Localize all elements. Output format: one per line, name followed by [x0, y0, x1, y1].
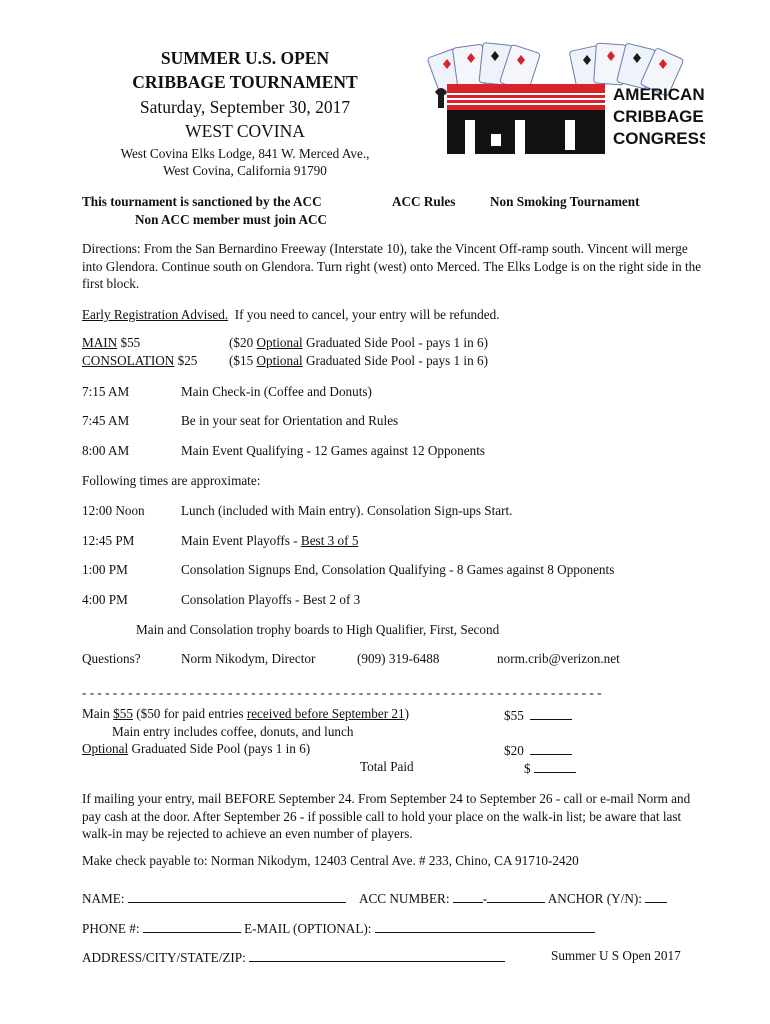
directions: Directions: From the San Bernardino Freeway (Interstate 10), take the Vincent Off-ramp south. Vincent will merge into Glendora. Continue south on Glendora. Turn right (west) onto Merced. The Elks Lodge is on the right side in the first block.	[82, 241, 702, 291]
footer-label: Summer U S Open 2017	[551, 948, 681, 963]
form-includes: Main entry includes coffee, donuts, and lunch	[112, 724, 354, 739]
director-phone: (909) 319-6488	[357, 651, 440, 666]
name-field[interactable]	[128, 889, 346, 903]
schedule-time: 12:00 Noon	[82, 503, 145, 518]
director-email[interactable]: norm.crib@verizon.net	[497, 651, 620, 666]
cons-fee-label: CONSOLATION	[82, 353, 175, 368]
name-label: NAME:	[82, 891, 125, 906]
main-side-pool	[229, 335, 488, 351]
schedule-desc: Main Event Qualifying - 12 Games against 12 Opponents	[181, 443, 485, 458]
email-label: E-MAIL (OPTIONAL):	[244, 921, 372, 936]
form-main-mid: ($50 for paid entries	[132, 706, 247, 721]
title-line-2: CRIBBAGE TOURNAMENT	[132, 72, 358, 92]
event-city: WEST COVINA	[185, 121, 305, 141]
acc-number-dash: -	[482, 891, 488, 906]
schedule-time: 1:00 PM	[82, 562, 128, 577]
address-row	[82, 948, 505, 966]
pool-amount-value: $20	[504, 743, 524, 758]
schedule-desc: Be in your seat for Orientation and Rules	[181, 413, 399, 428]
form-pool-optional: Optional	[82, 741, 129, 756]
email-field[interactable]	[375, 919, 595, 933]
non-smoking: Non Smoking Tournament	[490, 194, 640, 209]
schedule-desc: Consolation Signups End, Consolation Qualifying - 8 Games against 8 Opponents	[181, 562, 615, 577]
playoffs-desc: Main Event Playoffs -	[181, 533, 301, 548]
form-total-amount	[524, 759, 576, 777]
form-main-line	[82, 706, 409, 722]
phone-email-row	[82, 919, 595, 937]
trophy-note: Main and Consolation trophy boards to High Qualifier, First, Second	[136, 622, 500, 637]
schedule-time: 8:00 AM	[82, 443, 130, 458]
main-pool-pre: ($20	[229, 335, 257, 350]
form-main-amount	[504, 706, 572, 724]
venue-line-1: West Covina Elks Lodge, 841 W. Merced Ave.,	[120, 146, 370, 161]
address-label: ADDRESS/CITY/STATE/ZIP:	[82, 950, 246, 965]
acc-number-field-2[interactable]	[487, 889, 545, 903]
cons-pool-pre: ($15	[229, 353, 257, 368]
form-main-pre: Main	[82, 706, 114, 721]
anchor-label: ANCHOR (Y/N):	[547, 891, 642, 906]
main-fee-price: $55	[120, 335, 141, 350]
acc-number-label: ACC NUMBER:	[358, 891, 450, 906]
form-main-deadline: received before September 21	[246, 706, 405, 721]
acc-number-field-1[interactable]	[453, 889, 483, 903]
name-field-row	[82, 889, 667, 907]
cons-fee-price: $25	[177, 353, 198, 368]
early-registration: Early Registration Advised.	[82, 307, 229, 322]
form-main-price: $55	[113, 706, 133, 721]
acc-rules: ACC Rules	[392, 194, 456, 209]
venue-line-2: West Covina, California 91790	[163, 163, 327, 178]
director-name: Norm Nikodym, Director	[181, 651, 316, 666]
sanction-line-2: Non ACC member must join ACC	[135, 212, 328, 227]
approx-note: Following times are approximate:	[82, 473, 261, 488]
main-pool-optional: Optional	[256, 335, 303, 350]
cancel-note: If you need to cancel, your entry will be refunded.	[234, 307, 500, 322]
schedule-time: 4:00 PM	[82, 592, 128, 607]
address-field[interactable]	[249, 948, 505, 962]
schedule-desc	[181, 533, 358, 549]
form-pool-line	[82, 741, 310, 757]
schedule-desc: Consolation Playoffs - Best 2 of 3	[181, 592, 361, 607]
logo-cards-graphic	[425, 42, 705, 160]
phone-field[interactable]	[143, 919, 241, 933]
total-amount-blank[interactable]	[534, 759, 576, 773]
cons-pool-post: Graduated Side Pool - pays 1 in 6)	[302, 353, 488, 368]
consolation-side-pool	[229, 353, 488, 369]
acc-logo	[425, 42, 705, 160]
registration-note	[82, 307, 499, 323]
form-main-post: )	[404, 706, 410, 721]
form-pool-amount	[504, 741, 572, 759]
schedule-time: 12:45 PM	[82, 533, 135, 548]
schedule-desc: Main Check-in (Coffee and Donuts)	[181, 384, 372, 399]
total-paid-label: Total Paid	[360, 759, 414, 774]
main-pool-post: Graduated Side Pool - pays 1 in 6)	[302, 335, 488, 350]
playoffs-format: Best 3 of 5	[300, 533, 359, 548]
main-fee-label: MAIN	[82, 335, 118, 350]
phone-label: PHONE #:	[82, 921, 140, 936]
logo-line-2: CRIBBAGE	[613, 107, 704, 126]
consolation-fee	[82, 353, 197, 369]
schedule-time: 7:15 AM	[82, 384, 130, 399]
questions-label: Questions?	[82, 651, 141, 666]
main-fee	[82, 335, 140, 351]
cut-line-divider: - - - - - - - - - - - - - - - - - - - - - - - - - - - - - - - - - - - - - - - - - - - - - - - - - - - - - - - - - - - - - - - - - - - -	[82, 685, 602, 700]
schedule-time: 7:45 AM	[82, 413, 130, 428]
cons-pool-optional: Optional	[256, 353, 303, 368]
event-date: Saturday, September 30, 2017	[139, 97, 351, 117]
total-amount-value: $	[524, 761, 531, 776]
form-pool-post: Graduated Side Pool (pays 1 in 6)	[128, 741, 311, 756]
main-amount-value: $55	[504, 708, 524, 723]
anchor-field[interactable]	[645, 889, 667, 903]
logo-line-1: AMERICAN	[613, 85, 705, 104]
logo-line-3: CONGRESS	[613, 129, 705, 148]
mailing-instructions: If mailing your entry, mail BEFORE September 24. From September 24 to September 26 - call or e-mail Norm and pay cash at the door. After September 26 - if possible call to hold your place on the walk-in list; be aware that last walk-in may be rejected to achieve an even number of players.	[82, 791, 691, 841]
pool-amount-blank[interactable]	[530, 741, 572, 755]
payable-note: Make check payable to: Norman Nikodym, 12403 Central Ave. # 233, Chino, CA 91710-2420	[82, 853, 579, 868]
title-line-1: SUMMER U.S. OPEN	[160, 48, 330, 68]
main-amount-blank[interactable]	[530, 706, 572, 720]
sanction-line-1: This tournament is sanctioned by the ACC	[82, 194, 322, 209]
schedule-desc: Lunch (included with Main entry). Consolation Sign-ups Start.	[181, 503, 513, 518]
